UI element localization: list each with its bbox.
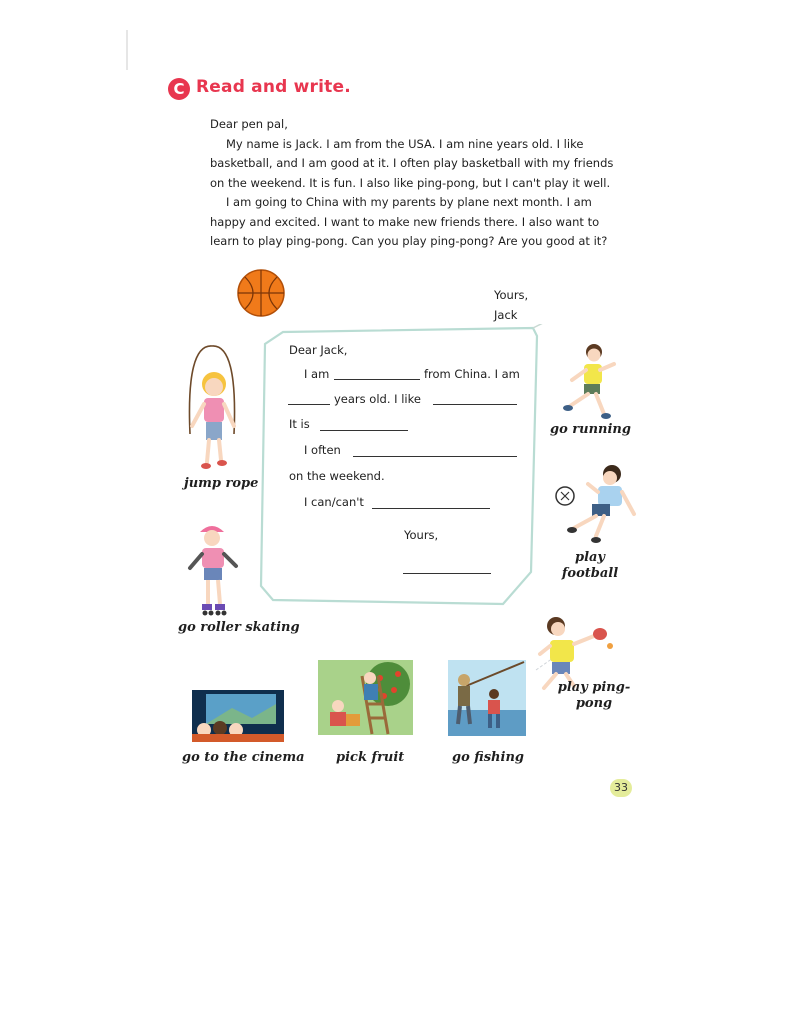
label-go-roller-skating: go roller skating (178, 620, 300, 635)
label-go-fishing: go fishing (452, 750, 524, 765)
label-pick-fruit: pick fruit (336, 750, 405, 765)
section-badge: C (168, 78, 190, 100)
blank-often[interactable] (353, 456, 517, 457)
blank-signature[interactable] (403, 573, 491, 574)
football-boy-picture (552, 462, 638, 548)
reply-greeting: Dear Jack, (289, 343, 348, 357)
roller-skating-girl-picture (184, 520, 244, 618)
fishing-picture (448, 660, 526, 736)
running-girl-picture (552, 340, 624, 420)
label-go-running: go running (550, 422, 631, 437)
letter-paragraph: My name is Jack. I am from the USA. I am nine years old. I like basketball, and I am good at it. I often play basketball with my friends on the weekend. It is fun. I also like ping-pong, but I can't play it well. (210, 136, 614, 190)
section-title: Read and write. (196, 77, 351, 97)
label-go-to-the-cinema: go to the cinema (182, 750, 305, 765)
page-edge-line (126, 30, 128, 70)
label-play-ping-pong: play ping-pong (557, 680, 631, 711)
reply-line-years-old: years old. I like (334, 392, 421, 406)
blank-name[interactable] (334, 379, 420, 380)
basketball-icon (236, 268, 286, 318)
label-jump-rope: jump rope (184, 476, 259, 491)
reply-line-it-is: It is (289, 417, 310, 431)
pen-pal-letter (210, 115, 630, 252)
blank-can[interactable] (372, 508, 490, 509)
cinema-picture (192, 690, 284, 742)
letter-greeting: Dear pen pal, (210, 117, 288, 131)
reply-closing: Yours, (404, 528, 439, 542)
pick-fruit-picture (318, 660, 413, 735)
letter-signature: Jack (494, 308, 518, 322)
label-play-football: play football (561, 550, 619, 581)
reply-line-weekend: on the weekend. (289, 469, 385, 483)
blank-it-is[interactable] (320, 430, 408, 431)
letter-paragraph: I am going to China with my parents by plane next month. I am happy and excited. I want to make new friends there. I also want to learn to play ping-pong. Can you play ping-pong? Are you good at it? (210, 195, 608, 248)
page-number: 33 (610, 779, 632, 797)
reply-line-i-am: I am (304, 367, 330, 381)
letter-closing: Yours, (494, 288, 529, 302)
reply-line-from-china: from China. I am (424, 367, 520, 381)
reply-line-i-often: I often (304, 443, 341, 457)
jump-rope-girl-picture (178, 342, 244, 477)
blank-like[interactable] (433, 404, 517, 405)
blank-age[interactable] (288, 404, 330, 405)
reply-line-can: I can/can't (304, 495, 364, 509)
